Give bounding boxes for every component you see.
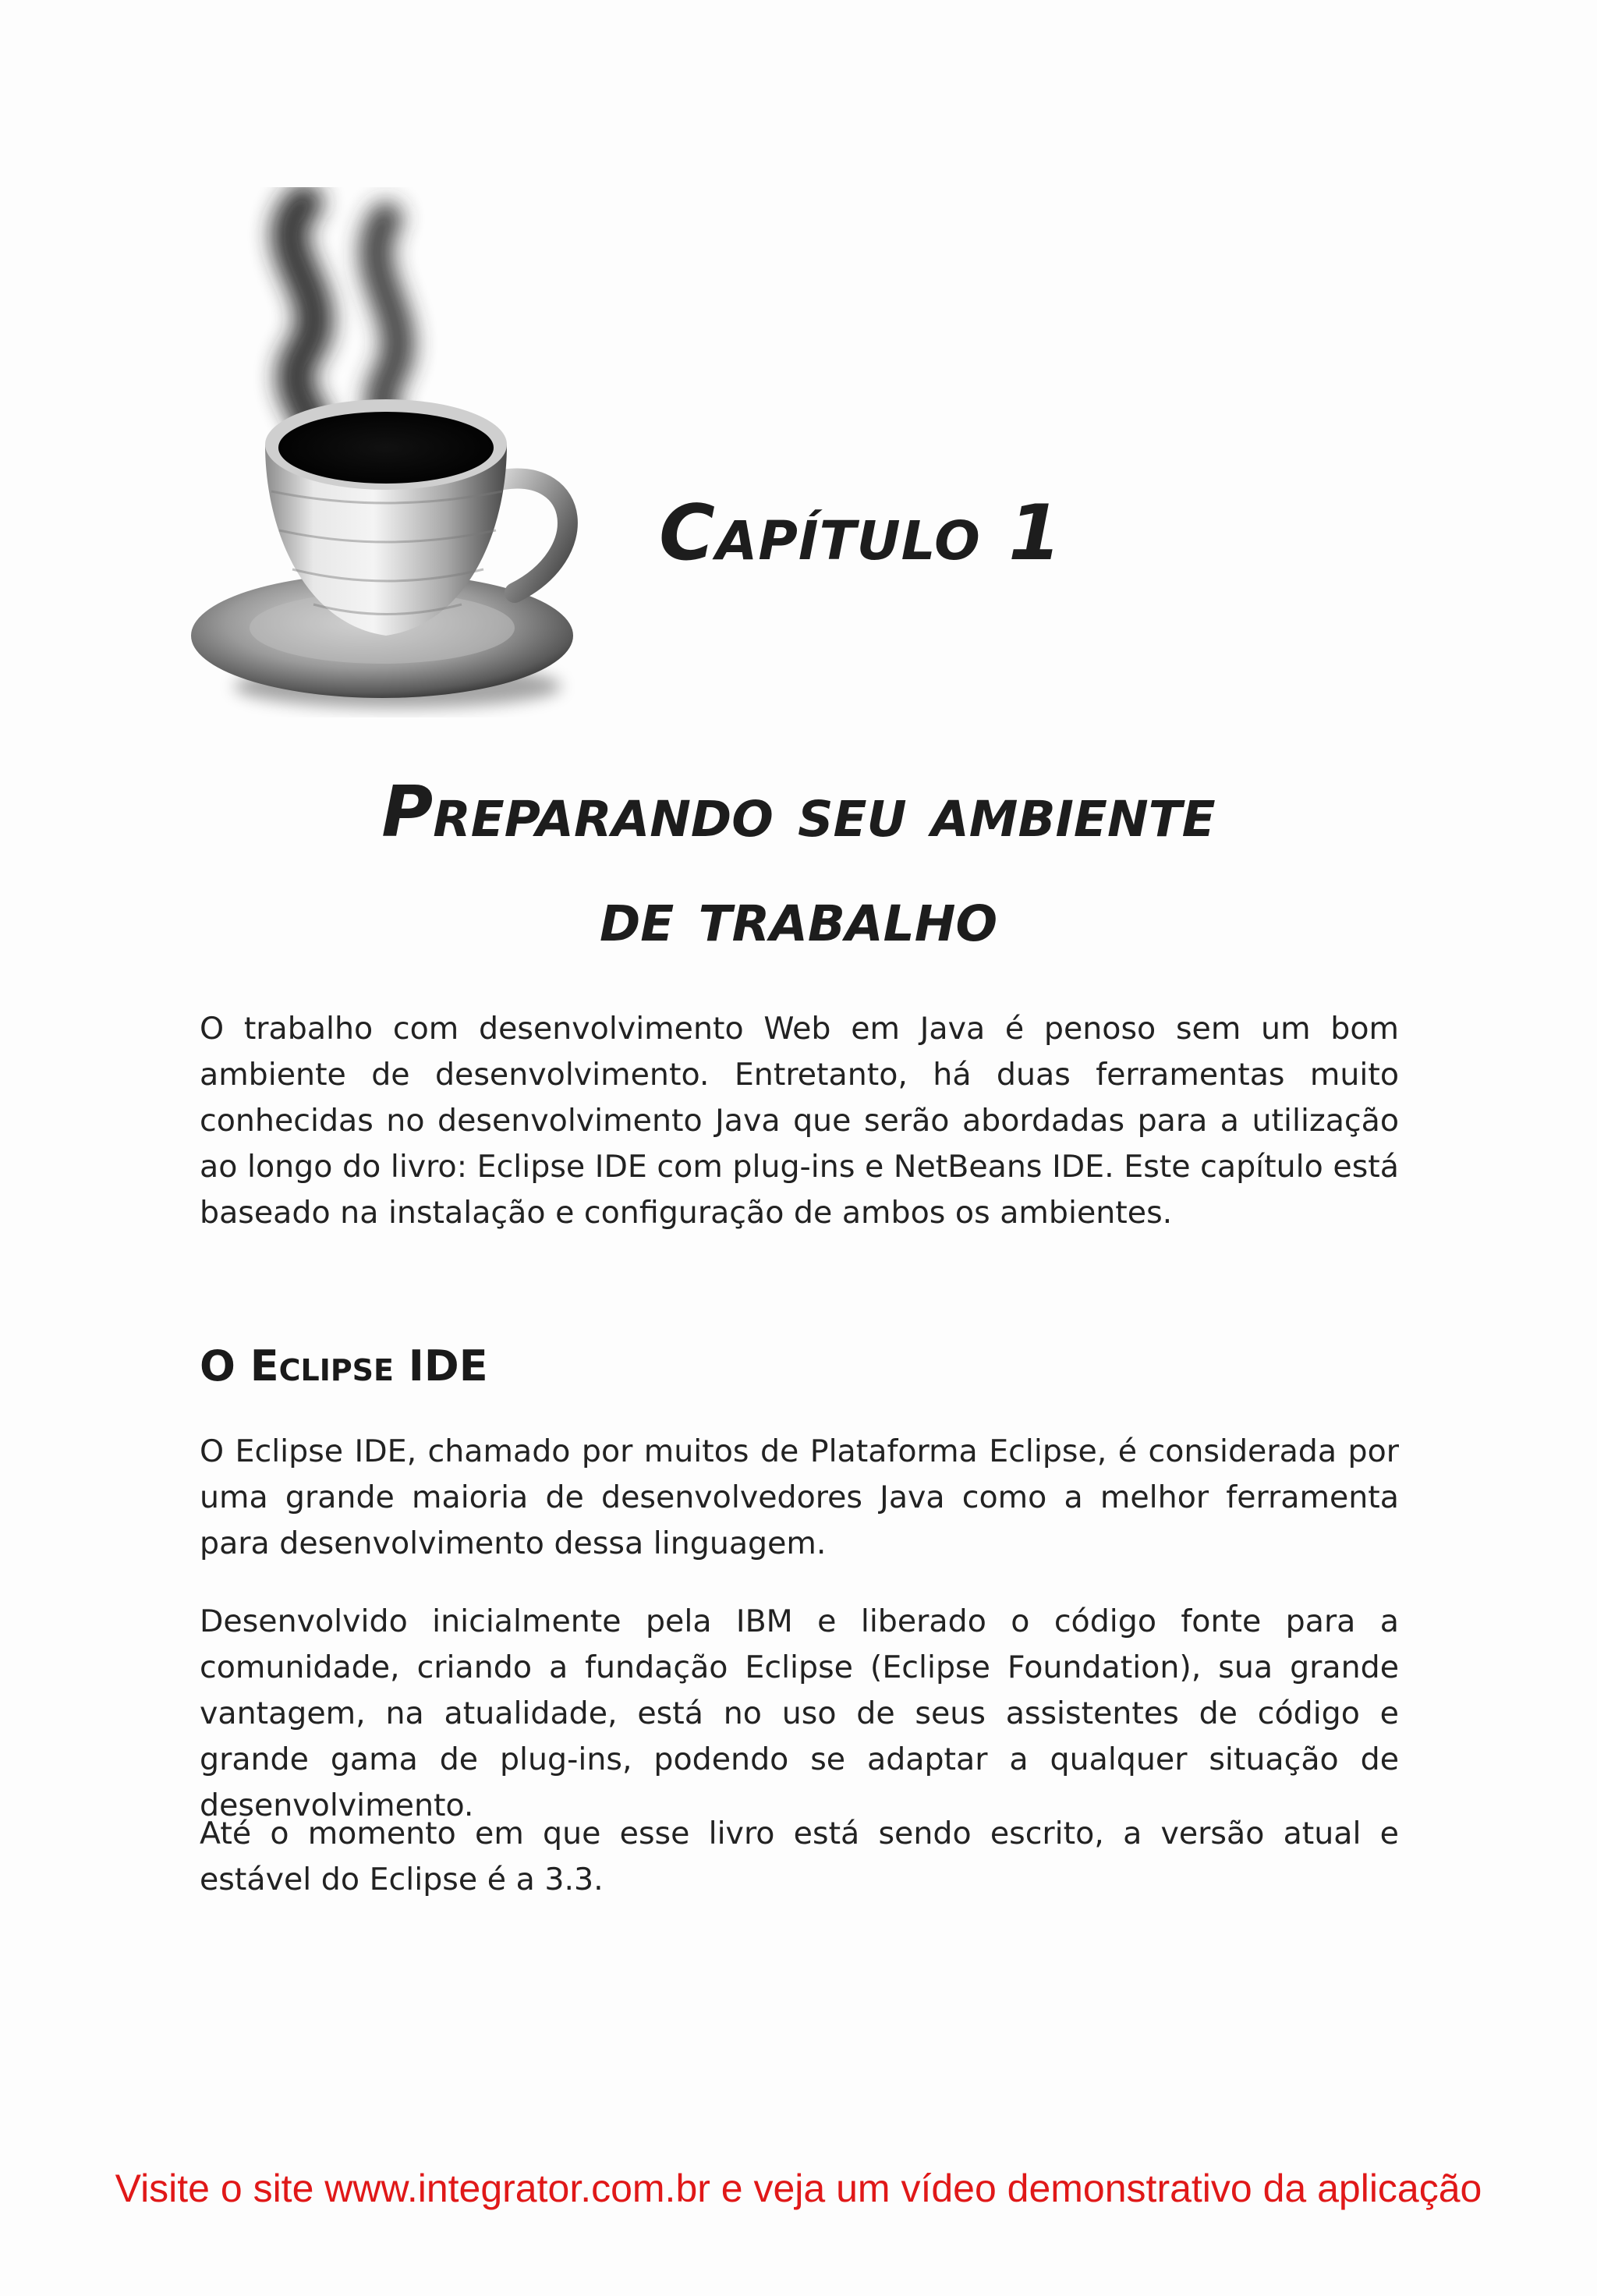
coffee-cup-icon bbox=[187, 187, 593, 718]
section-paragraph-1: O Eclipse IDE, chamado por muitos de Plataforma Eclipse, é considerada por uma grande maioria de desenvolvedores Java como a melhor ferramenta para desenvolvimento dessa linguagem. bbox=[200, 1433, 1399, 1561]
chapter-title bbox=[0, 760, 1597, 969]
section-paragraph-3: Até o momento em que esse livro está sendo escrito, a versão atual e estável do Eclipse é a 3.3. bbox=[200, 1816, 1399, 1897]
intro-paragraph: O trabalho com desenvolvimento Web em Java é penoso sem um bom ambiente de desenvolvimento. Entretanto, há duas ferramentas muito conhecidas no desenvolvimento Java que serão abordadas para a utilização ao longo do livro: Eclipse IDE com plug-ins e NetBeans IDE. Este capítulo está baseado na instalação e configuração de ambos os ambientes. bbox=[200, 1011, 1399, 1231]
footer-promo-link[interactable]: Visite o site www.integrator.com.br e veja um vídeo demonstrativo da aplicação bbox=[115, 2167, 1482, 2210]
chapter-title-line-1: Preparando seu ambiente bbox=[381, 771, 1216, 853]
chapter-title-line-2: de trabalho bbox=[599, 876, 998, 958]
section-paragraph-2: Desenvolvido inicialmente pela IBM e liberado o código fonte para a comunidade, criando a fundação Eclipse (Eclipse Foundation), sua grande vantagem, na atualidade, está no uso de seus assistentes de código e grande gama de plug-ins, podendo se adaptar a qualquer situação de desenvolvimento. bbox=[200, 1603, 1399, 1823]
chapter-number: Capítulo 1 bbox=[659, 489, 1063, 578]
section-heading: O Eclipse IDE bbox=[200, 1341, 488, 1391]
